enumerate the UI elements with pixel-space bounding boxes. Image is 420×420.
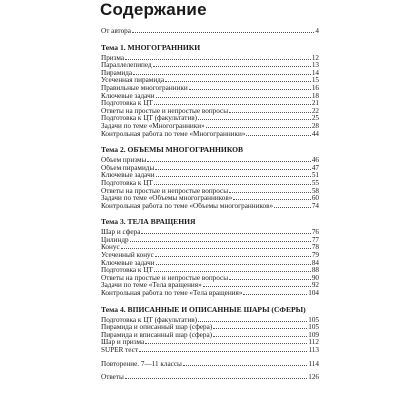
toc-entry[interactable] (101, 70, 319, 78)
toc-entry-label: Ключевые задачи (101, 172, 155, 180)
dot-leader (198, 321, 307, 322)
toc-entry[interactable] (101, 55, 319, 63)
page-title: Содержание (100, 0, 207, 19)
toc-entry-label: Параллелепипед (101, 62, 152, 70)
toc-entry-page: 14 (311, 68, 319, 77)
toc-entry-page: 60 (311, 194, 319, 203)
toc-entry-label: Контрольная работа по теме «Многогранники» (101, 130, 246, 138)
toc-entry-label: Объем пирамиды (101, 164, 155, 172)
toc-entry-page: 90 (311, 273, 319, 282)
dot-leader (155, 169, 311, 170)
toc-entry-page: 126 (308, 373, 319, 382)
toc-entry-label: Пирамида и описанный шар (сфера) (101, 324, 213, 332)
toc-entry-page: 46 (311, 156, 319, 165)
toc-entry[interactable] (101, 237, 319, 245)
dot-leader (125, 59, 311, 60)
toc-entry-label: Усеченная пирамида (101, 77, 165, 85)
toc-entry-label: Пирамида и вписанный шар (сфера) (101, 331, 213, 339)
dot-leader (156, 176, 311, 177)
toc-entry[interactable] (101, 180, 319, 188)
toc-entry-label: Усеченный конус (101, 252, 154, 260)
toc-entry-page: 4 (315, 27, 319, 35)
toc-entry[interactable] (101, 108, 319, 116)
toc-entry-label: Ответы (101, 374, 124, 382)
toc-entry-page: 105 (308, 315, 319, 324)
toc-entry[interactable] (101, 195, 319, 203)
toc-entry-label: Ответы на простые и непростые вопросы (101, 107, 229, 115)
toc-entry-label: Ключевые задачи (101, 92, 155, 100)
toc-entry-label: Ответы на простые и непростые вопросы (101, 274, 229, 282)
toc-entry[interactable] (101, 229, 319, 237)
toc-entry-label: Пирамида (101, 69, 133, 77)
dot-leader (154, 184, 311, 185)
toc-entry-page: 22 (311, 106, 319, 115)
toc-entry-page: 77 (311, 235, 319, 244)
toc-entry-label: Конус (101, 244, 120, 252)
toc-entry-page: 21 (311, 99, 319, 108)
toc-entry-page: 55 (311, 178, 319, 187)
toc-entry-label: Правильные многогранники (101, 84, 188, 92)
toc-entry[interactable] (101, 100, 319, 108)
toc-entry-label: Подготовка к ЦТ (101, 267, 153, 275)
dot-leader (229, 192, 311, 193)
toc-entry-page: 92 (311, 281, 319, 290)
dot-leader (246, 135, 310, 136)
toc-entry[interactable] (101, 131, 319, 139)
dot-leader (147, 161, 310, 162)
toc-entry-label: Ответы на простые и непростые вопросы (101, 187, 229, 195)
toc-entry[interactable] (101, 77, 319, 85)
toc-entry-label: Подготовка к ЦТ (факультатив) (101, 115, 198, 123)
toc-entry-page: 76 (311, 228, 319, 237)
dot-leader (183, 365, 308, 366)
toc-entry-page: 104 (308, 289, 319, 298)
toc-entry-label: От автора (101, 28, 131, 35)
dot-leader (139, 351, 307, 352)
toc-entry-page: 74 (311, 201, 319, 210)
toc-entry-label: Шар и сфера (101, 229, 141, 237)
toc-entry-page: 25 (311, 114, 319, 123)
toc-entry-page: 12 (311, 53, 319, 62)
table-of-contents (101, 28, 319, 382)
dot-leader (229, 279, 311, 280)
toc-entry-label: Задачи по теме «Тела вращения» (101, 282, 202, 290)
toc-entry-closing[interactable] (101, 361, 319, 369)
section-heading: Тема 2. ОБЪЕМЫ МНОГОГРАННИКОВ (101, 145, 244, 155)
toc-entry-page: 113 (308, 346, 319, 354)
toc-entry-page: 114 (308, 359, 319, 368)
dot-leader (156, 264, 311, 265)
toc-entry[interactable] (101, 157, 319, 165)
toc-entry-label: Подготовка к ЦТ (факультатив) (101, 316, 198, 324)
toc-entry-page: 58 (311, 186, 319, 195)
toc-entry[interactable] (101, 324, 319, 332)
toc-entry[interactable] (101, 62, 319, 70)
toc-entry-page: 16 (311, 83, 319, 92)
section-heading: Тема 3. ТЕЛА ВРАЩЕНИЯ (101, 217, 196, 227)
toc-entry-intro[interactable] (101, 28, 319, 36)
toc-entry[interactable] (101, 252, 319, 260)
toc-entry[interactable] (101, 188, 319, 196)
toc-entry-page: 78 (311, 243, 319, 252)
toc-entry-label: Цилиндр (101, 236, 129, 244)
dot-leader (154, 271, 311, 272)
dot-leader (154, 104, 311, 105)
toc-entry-label: Призма (101, 54, 125, 62)
dot-leader (156, 97, 311, 98)
toc-entry[interactable] (101, 93, 319, 101)
toc-entry[interactable] (101, 123, 319, 131)
toc-entry[interactable] (101, 115, 319, 123)
toc-entry-page: 105 (308, 323, 319, 332)
toc-entry-page: 109 (308, 330, 319, 339)
toc-entry-label: Задачи по теме «Объемы многогранников» (101, 195, 233, 203)
toc-entry[interactable] (101, 317, 319, 325)
toc-entry-page: 15 (311, 76, 319, 85)
toc-entry-page: 47 (311, 163, 319, 172)
toc-entry-page: 79 (311, 251, 319, 260)
toc-entry-page: 28 (311, 121, 319, 130)
toc-entry[interactable] (101, 332, 319, 340)
dot-leader (125, 378, 307, 379)
dot-leader (153, 66, 311, 67)
dot-leader (203, 286, 311, 287)
toc-entry[interactable] (101, 339, 319, 347)
dot-leader (243, 294, 307, 295)
toc-entry[interactable] (101, 244, 319, 252)
dot-leader (233, 199, 310, 200)
toc-entry-label: Контрольная работа по теме «Тела вращения» (101, 290, 243, 298)
dot-leader (206, 127, 311, 128)
section-heading: Тема 1. МНОГОГРАННИКИ (101, 42, 201, 52)
dot-leader (213, 336, 307, 337)
toc-entry-label: Шар и призма (101, 339, 145, 347)
dot-leader (229, 112, 311, 113)
dot-leader (133, 74, 311, 75)
toc-entry-page: 44 (311, 129, 319, 138)
toc-entry-page: 51 (311, 171, 319, 180)
toc-entry-page: 84 (311, 258, 319, 267)
dot-leader (213, 328, 307, 329)
toc-entry[interactable] (101, 260, 319, 268)
section-heading: Тема 4. ВПИСАННЫЕ И ОПИСАННЫЕ ШАРЫ (СФЕРЫ) (101, 304, 306, 314)
toc-entry-page: 13 (311, 61, 319, 70)
toc-entry-label: Повторение. 7—11 классы (101, 360, 182, 368)
dot-leader (130, 241, 311, 242)
toc-entry-page: 88 (311, 266, 319, 275)
dot-leader (141, 233, 310, 234)
toc-entry[interactable] (101, 290, 319, 298)
dot-leader (121, 248, 311, 249)
toc-entry-label: Объем призмы (101, 157, 147, 165)
toc-entry[interactable] (101, 172, 319, 180)
toc-entry[interactable] (101, 85, 319, 93)
dot-leader (132, 32, 314, 33)
dot-leader (274, 207, 311, 208)
toc-entry-label: Ключевые задачи (101, 259, 155, 267)
toc-entry[interactable] (101, 347, 319, 355)
toc-entry-label: SUPER тест (101, 347, 139, 354)
toc-entry[interactable] (101, 275, 319, 283)
toc-entry-label: Подготовка к ЦТ (101, 100, 153, 108)
dot-leader (189, 89, 311, 90)
toc-entry-label: Контрольная работа по теме «Объемы многогранников» (101, 202, 274, 210)
toc-entry-closing[interactable] (101, 374, 319, 382)
dot-leader (165, 81, 311, 82)
toc-entry-page: 18 (311, 91, 319, 100)
toc-entry-label: Подготовка к ЦТ (101, 179, 153, 187)
toc-entry-page: 112 (308, 338, 319, 347)
toc-entry-label: Задачи по теме «Многогранники» (101, 122, 205, 130)
dot-leader (145, 343, 307, 344)
toc-entry[interactable] (101, 165, 319, 173)
toc-entry[interactable] (101, 282, 319, 290)
dot-leader (198, 119, 311, 120)
toc-entry[interactable] (101, 267, 319, 275)
toc-entry[interactable] (101, 203, 319, 211)
dot-leader (155, 256, 311, 257)
